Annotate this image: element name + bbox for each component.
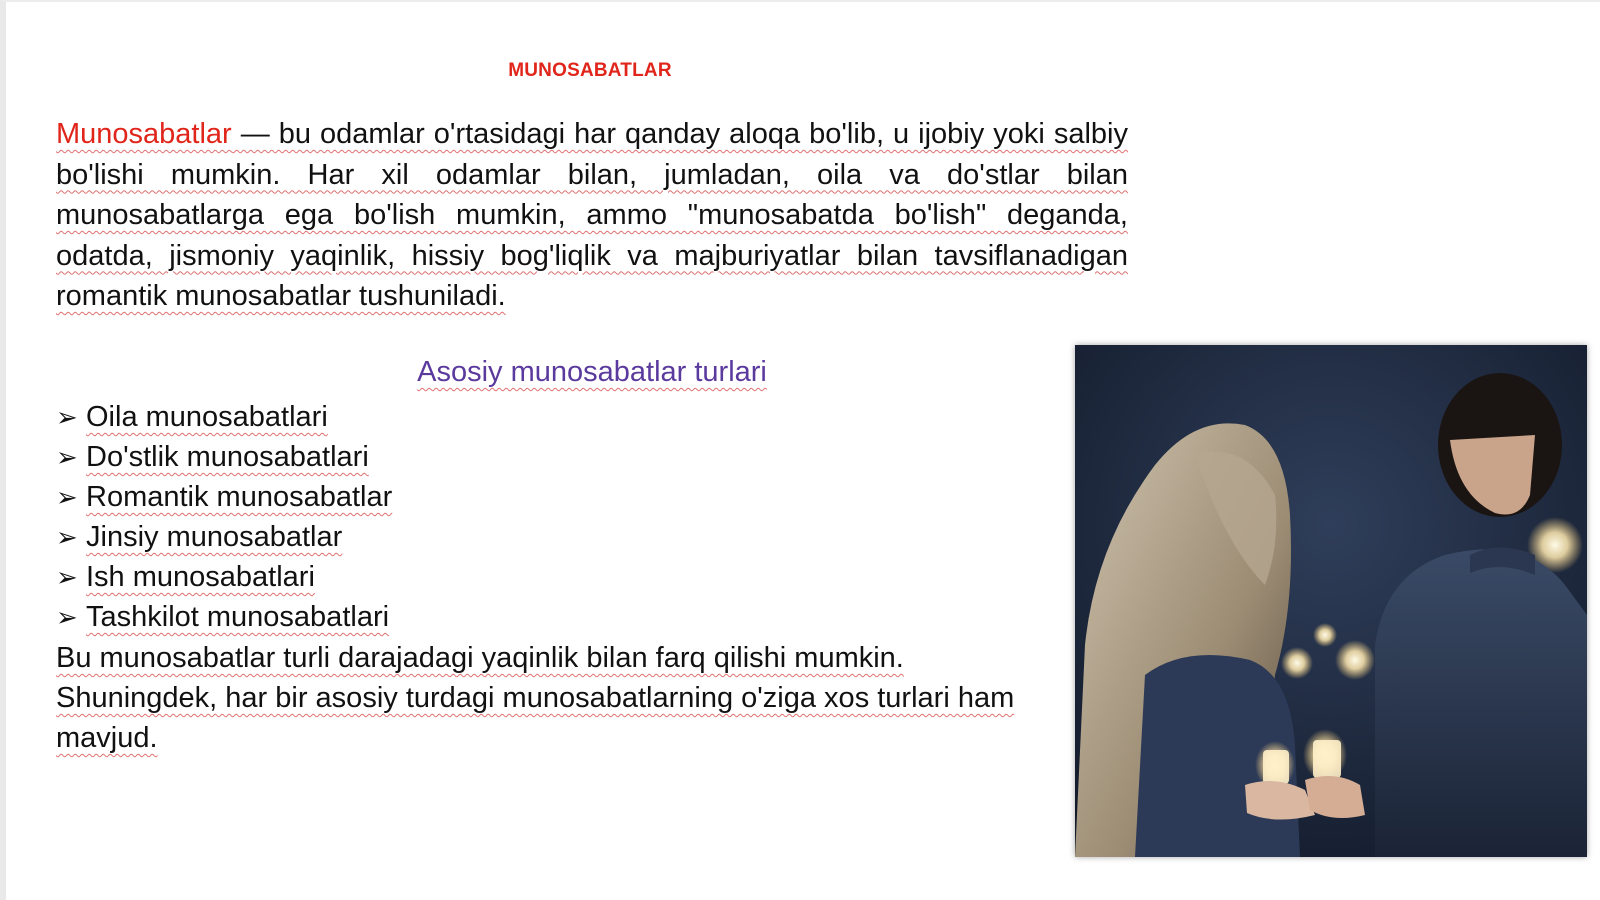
list-item: ➢ Jinsiy munosabatlar [56, 517, 392, 557]
couple-candles-photo [1075, 345, 1587, 857]
list-item: ➢ Tashkilot munosabatlari [56, 597, 392, 637]
section-subtitle: Asosiy munosabatlar turlari [417, 356, 767, 388]
list-item: ➢ Romantik munosabatlar [56, 477, 392, 517]
relationship-types-list [56, 397, 392, 637]
closing-paragraph [56, 638, 1066, 758]
arrow-bullet-icon: ➢ [56, 402, 78, 432]
arrow-bullet-icon: ➢ [56, 602, 78, 632]
list-item: ➢ Do'stlik munosabatlari [56, 437, 392, 477]
arrow-bullet-icon: ➢ [56, 482, 78, 512]
intro-text: — bu odamlar o'rtasidagi har qanday aloqa bo'lib, u ijobiy yoki salbiy bo'lishi mumkin. Har xil odamlar bilan, jumladan, oila va do'stlar bilan munosabatlarga ega bo'lish mumkin, ammo "munosabatda bo'lish" deganda, odatda, jismoniy yaqinlik, hissiy bog'liqlik va majburiyatlar bilan tavsiflanadigan romantik munosabatlar tushuniladi. [56, 118, 1128, 312]
closing-line: Shuningdek, har bir asosiy turdagi munosabatlarning o'ziga xos turlari ham mavjud. [56, 682, 1015, 754]
arrow-bullet-icon: ➢ [56, 522, 78, 552]
arrow-bullet-icon: ➢ [56, 442, 78, 472]
closing-line: Bu munosabatlar turli darajadagi yaqinlik bilan farq qilishi mumkin. [56, 642, 904, 674]
intro-paragraph [56, 114, 1128, 317]
term-munosabatlar: Munosabatlar [56, 118, 232, 150]
document-title: MUNOSABATLAR [508, 60, 672, 81]
list-item: ➢ Oila munosabatlari [56, 397, 392, 437]
arrow-bullet-icon: ➢ [56, 562, 78, 592]
list-item: ➢ Ish munosabatlari [56, 557, 392, 597]
